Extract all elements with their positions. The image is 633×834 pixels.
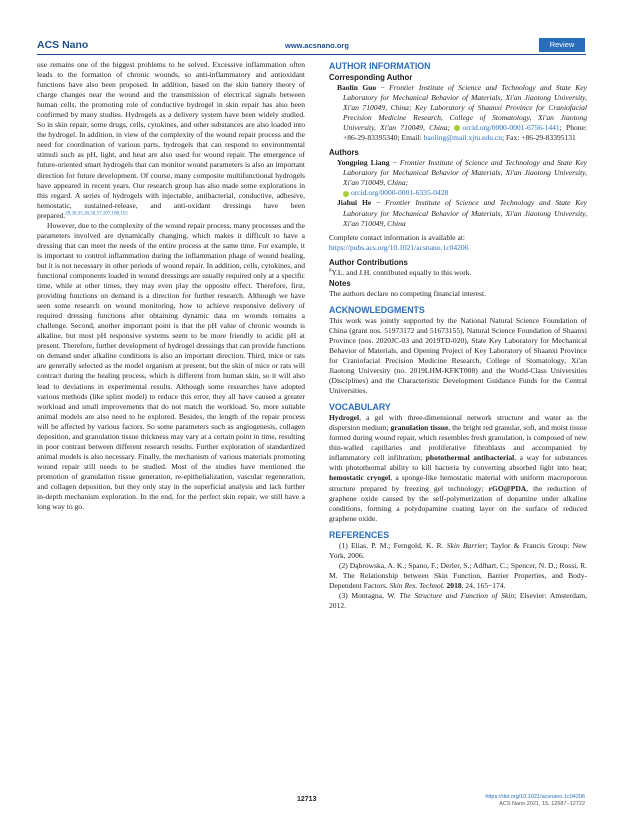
dash: − <box>371 198 386 208</box>
contact-text: Complete contact information is available at: <box>329 232 466 242</box>
dash: − <box>389 158 400 168</box>
vocab-term: photothermal antibacterial <box>425 453 515 463</box>
right-column <box>329 60 587 611</box>
reference-item <box>329 561 587 591</box>
ref-text: (1) Elias, P. M.; Ferngold, K. R. <box>339 540 447 550</box>
article-type-badge: Review <box>539 38 585 52</box>
author-name: Baolin Guo <box>337 83 377 92</box>
vocabulary-text <box>329 413 587 524</box>
orcid-link[interactable]: orcid.org/0000-0001-6335-0428 <box>351 188 449 198</box>
acknowledgments-text: This work was jointly supported by the National Natural Science Foundation of China (grant nos. 51973172 and 51673155), Natural Science Foundation of Shaanxi Province (nos. 2020JC-03 and 2019TD-020), State Key Laboratory for Mechanical Behavior of Materials, and Opening Project of Key Laboratory of Shaanxi Province for Craniofacial Precision Medicine Research, College of Stomatology, Xi'an Jiaotong University (no. 2019LHM-KFKT008) and the World-Class Universities (Disciplines) and the Characteristic Development Guidance Funds for the Central Universities. <box>329 315 587 396</box>
author-affiliation: Frontier Institute of Science and Technology and State Key Laboratory for Mechanical Behavior of Materials, Xi'an Jiaotong University, Xi'an 710049, China; Key Laboratory of Shaanxi Province for Craniofacial Precision Medicine Research, College of Stomatology, Xi'an Jiaotong University, Xi'an 710049, China; <box>343 83 588 133</box>
contrib-statement: Y.L. and J.H. contributed equally to this work. <box>331 267 472 277</box>
citation-refs[interactable]: 29,30,35,36,50,57,107,108,155 <box>65 211 128 217</box>
vocab-def: , the bright red granular, soft, and moist tissue formed during wound repair, which resembles fresh granulation, is composed of new thin-walled capillaries and proliferative fibroblasts and accompanied by inflammatory cell infiltration; <box>329 423 587 463</box>
ref-journal: Skin Res. Technol. <box>389 580 445 590</box>
author-affiliation: Frontier Institute of Science and Technology and State Key Laboratory for Mechanical Behavior of Materials, Xi'an Jiaotong University, Xi'an 710049, China <box>343 198 588 228</box>
vocab-def: , the reduction of graphene oxide caused by the self-polymerization of dopamine under alkaline conditions, forming a polydopamine coating layer on the surface of reduced graphene oxide. <box>329 483 587 523</box>
orcid-icon <box>454 125 460 131</box>
author-entry-jiahui <box>329 198 587 228</box>
reference-item <box>329 591 587 611</box>
vocab-def: , a gel with three-dimensional network structure and water as the dispersion medium; <box>329 413 587 433</box>
vocab-term: hemostatic cryogel <box>329 473 391 483</box>
notes-text: The authors declare no competing financial interest. <box>329 288 486 298</box>
ref-text: , 24, 165−174. <box>461 580 506 590</box>
reference-item <box>329 541 587 561</box>
body-paragraph <box>37 60 305 221</box>
notes-heading: Notes <box>329 278 351 288</box>
author-name: Yongping Liang <box>337 158 390 168</box>
header-rule <box>37 54 586 55</box>
ref-title: The Structure and Function of Skin <box>399 590 515 600</box>
author-information-heading: AUTHOR INFORMATION <box>329 61 431 71</box>
author-entry-baolin <box>329 83 587 143</box>
orcid-icon <box>343 191 349 197</box>
ref-text: (3) Montagna, W. <box>339 590 400 600</box>
footer-citation <box>485 794 585 808</box>
ref-text: ; Elsevier: Amsterdam, 2012. <box>329 590 587 610</box>
contact-info <box>329 233 587 253</box>
body-paragraph: However, due to the complexity of the wound repair process, many processes and the parameters involved are dynamically changing, which makes it difficult to have a dressing that can meet the needs of the entire process at the same time. For example, it is important to control inflammation during the inflammation phage of wound healing, but it is not necessary in other periods of wound repair. In addition, cells, cytokines, and functional components loaded in wound dressings are usually required only at a specific time, while at other times, they may even play the opposite effect. Therefore, first, providing functions on demand is a direction for further research. Although we have seen some research on wound monitoring, how to achieve responsive delivery of required dressing functions after obtaining dynamic data on wounds remains a challenge. Second, another important point is that the pH value of chronic wounds is alkaline, but most pH responsive systems seem to be more friendly to acidic pH at present. Therefore, further development of hydrogel dressings that can provide functions on demand under alkaline conditions is also an important direction. Third, mice or rats are generally selected as the model organism at present, but the skin of mice or rats will contract during the healing process, which is different from human skin, so it will also lead to deviations in experimental results. Although some researches have adopted various methods (like splint model) to reduce this error, they all have caused a greater workload and small improvements that do not match the workload. So, more suitable animal models are also need to be explored. Besides, the length of the repair process will be affected by various factors. So some parameters such as angiogenesis, collagen deposition, and granulation tissue thickness may vary at a certain point in time, resulting in poor contrast between different research results. Further exploration of standardized animal models is also necessary. Finally, the mechanism of various materials promoting wound repair still needs to be studied. Most of the studies have mentioned the promotion of granulation tissue generation, re-epithelialization, vascular regeneration, and collagen deposition, but they only stay in the superficial analysis and lack further in-depth mechanism exploration. In the end, for the perfect skin repair, we still have a long way to go. <box>37 220 305 512</box>
contact-link[interactable]: https://pubs.acs.org/10.1021/acsnano.1c04206 <box>329 242 469 252</box>
fax-text: ; Fax: +86-29-83395131 <box>501 133 576 143</box>
ref-year: 2018 <box>444 580 462 590</box>
body-text: use remains one of the biggest problems to be solved. Excessive inflammation often leads to the formation of chronic wounds, so anti-inflammatory and antioxidant functions have also been proposed. In addition, based on the skin battery theory of charge changes near the wound and the transmission of electrical signals between human cells, the promoting role of conductive hydrogel in skin repair has also been confirmed by many studies. Hydrogels as a delivery system have been widely studied. So in skin repair, some drugs, cells, cytokines, and other substances are also loaded into the hydrogel. In addition, in view of the complexity of the wound repair process and the need for coordination of various parts, hydrogels that can respond to environmental stimuli such as pH, light, and heat are also used for wound repair. The emergence of future-oriented smart hydrogels that can monitor wound parameters is also an important direction for future development. Of course, many composite multifunctional hydrogels have appeared in recent years. Our research group has also made some explorations in this regard. A series of hydrogels with injectable, antibacterial, conductive, adhesive, hemostatic, sustained-release, and anti-oxidant dressings have been prepared. <box>37 60 305 220</box>
ref-text: (2) Dąbrowska, A. K.; Spano, F.; Derler, S.; Adlhart, C.; Spencer, N. D.; Rossi, R. M. The Relationship between Skin Function, Barrier Properties, and Body-Dependent Factors. <box>329 560 587 590</box>
email-link[interactable]: baoling@mail.xjtu.edu.cn <box>423 133 502 143</box>
ref-text: ; Taylor & Francis Group: New York, 2006. <box>329 540 588 560</box>
vocab-def: , a sponge-like hemostatic material with uniform macroporous structure prepared by freezing gel technology; <box>329 473 587 493</box>
phone-text: ; Phone: +86-29-83395340; Email: <box>343 123 587 143</box>
vocab-def: , a way for substances with photothermal ability to kill bacteria by converting absorbed light into heat; <box>329 453 587 473</box>
references-heading: REFERENCES <box>329 529 390 540</box>
author-contributions-heading: Author Contributions <box>329 257 408 267</box>
dash: − <box>376 83 390 92</box>
footnote-mark: # <box>329 268 332 274</box>
author-entry-yongping <box>329 158 587 198</box>
corresponding-author-heading: Corresponding Author <box>329 73 413 82</box>
page-number: 12713 <box>297 796 317 803</box>
doi-link[interactable]: https://doi.org/10.1021/acsnano.1c04206 <box>485 794 585 800</box>
author-name: Jiahui He <box>337 198 372 208</box>
citation-text: ACS Nano 2021, 15, 12687−12722 <box>499 801 585 807</box>
left-column <box>37 60 305 512</box>
acknowledgments-heading: ACKNOWLEDGMENTS <box>329 304 425 315</box>
journal-url[interactable]: www.acsnano.org <box>285 41 349 50</box>
vocab-term: Hydrogel <box>329 413 360 423</box>
vocab-term: rGO@PDA <box>488 483 527 493</box>
vocabulary-heading: VOCABULARY <box>329 402 391 413</box>
journal-name: ACS Nano <box>37 39 89 51</box>
author-affiliation: Frontier Institute of Science and Technology and State Key Laboratory for Mechanical Behavior of Materials, Xi'an Jiaotong University, Xi'an 710049, China; <box>343 158 588 188</box>
contributions-text <box>329 268 587 278</box>
orcid-link[interactable]: orcid.org/0000-0001-6756-1441 <box>462 123 560 133</box>
authors-heading: Authors <box>329 148 359 158</box>
ref-title: Skin Barrier <box>446 540 486 550</box>
vocab-term: granulation tissue <box>390 423 449 433</box>
